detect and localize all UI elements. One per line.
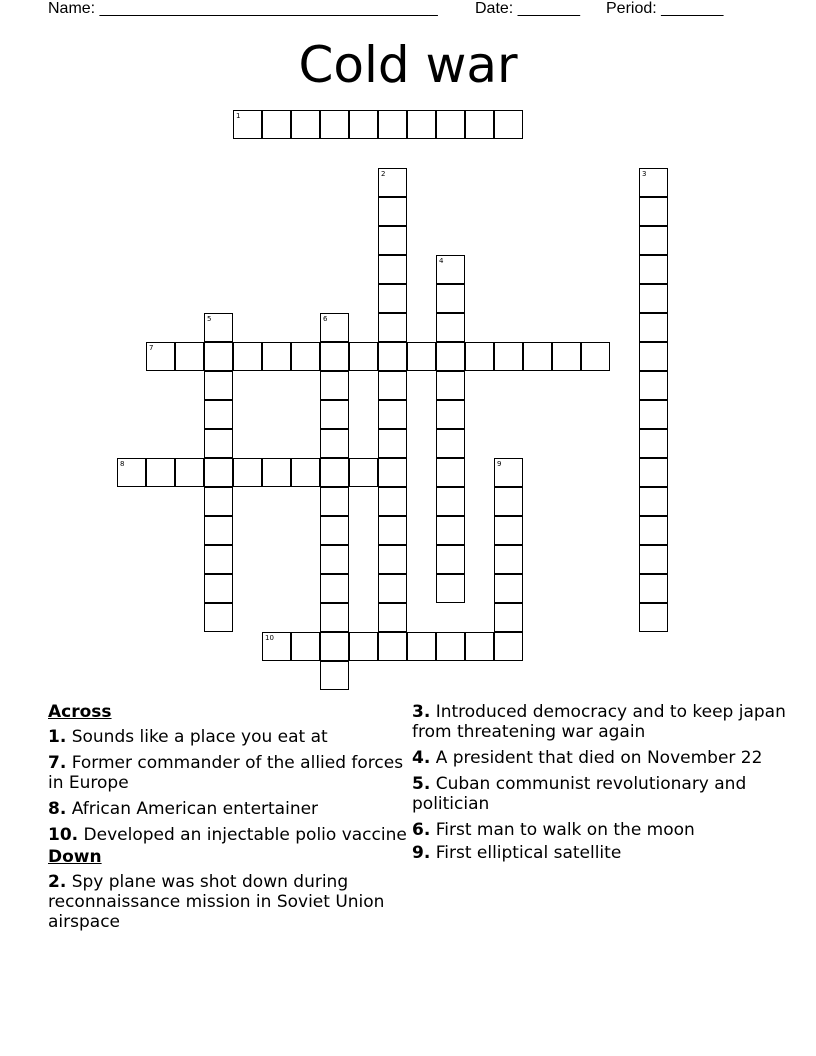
clue-number-label: 7	[149, 344, 154, 352]
grid-cell[interactable]	[262, 632, 291, 661]
grid-cell[interactable]	[378, 516, 407, 545]
grid-cell[interactable]	[320, 487, 349, 516]
clue-number: 10.	[48, 825, 79, 845]
clue-across-8	[48, 799, 408, 819]
clue-number: 9.	[412, 843, 431, 863]
grid-cell[interactable]	[465, 110, 494, 139]
grid-cell[interactable]	[639, 371, 668, 400]
period-field[interactable]: Period: _______	[606, 0, 724, 17]
grid-cell[interactable]	[639, 545, 668, 574]
clue-number: 5.	[412, 774, 431, 794]
grid-cell[interactable]	[639, 313, 668, 342]
grid-cell[interactable]	[320, 661, 349, 690]
grid-cell[interactable]	[349, 632, 378, 661]
grid-cell[interactable]	[581, 342, 610, 371]
grid-cell[interactable]	[494, 574, 523, 603]
grid-cell[interactable]	[204, 342, 233, 371]
grid-cell[interactable]	[204, 603, 233, 632]
grid-cell[interactable]	[378, 197, 407, 226]
grid-cell[interactable]	[639, 342, 668, 371]
grid-cell[interactable]	[320, 632, 349, 661]
grid-cell[interactable]	[465, 632, 494, 661]
grid-cell[interactable]	[291, 458, 320, 487]
clue-text: Developed an injectable polio vaccine	[83, 825, 407, 845]
grid-cell[interactable]	[378, 371, 407, 400]
grid-cell[interactable]	[639, 603, 668, 632]
clue-across-10	[48, 825, 408, 845]
grid-cell[interactable]	[378, 574, 407, 603]
grid-cell[interactable]	[465, 342, 494, 371]
grid-cell[interactable]	[204, 487, 233, 516]
grid-cell[interactable]	[233, 458, 262, 487]
clue-down-2	[48, 872, 408, 932]
clue-number-label: 6	[323, 315, 328, 323]
grid-cell[interactable]	[233, 110, 262, 139]
grid-cell[interactable]	[639, 574, 668, 603]
grid-cell[interactable]	[639, 400, 668, 429]
grid-cell[interactable]	[436, 255, 465, 284]
grid-cell[interactable]	[378, 458, 407, 487]
grid-cell[interactable]	[320, 516, 349, 545]
grid-cell[interactable]	[320, 342, 349, 371]
clue-down-5	[412, 774, 792, 814]
grid-cell[interactable]	[436, 516, 465, 545]
clue-down-4	[412, 748, 792, 768]
grid-cell[interactable]	[436, 487, 465, 516]
grid-cell[interactable]	[320, 400, 349, 429]
grid-cell[interactable]	[146, 342, 175, 371]
grid-cell[interactable]	[639, 284, 668, 313]
grid-cell[interactable]	[494, 458, 523, 487]
grid-cell[interactable]	[262, 458, 291, 487]
date-field[interactable]: Date: _______	[475, 0, 580, 17]
grid-cell[interactable]	[349, 110, 378, 139]
across-heading: Across	[48, 702, 112, 722]
grid-cell[interactable]	[494, 516, 523, 545]
grid-cell[interactable]	[378, 342, 407, 371]
grid-cell[interactable]	[378, 632, 407, 661]
down-heading: Down	[48, 847, 102, 867]
clue-text: African American entertainer	[71, 799, 319, 819]
grid-cell[interactable]	[175, 342, 204, 371]
grid-cell[interactable]	[378, 603, 407, 632]
grid-cell[interactable]	[204, 371, 233, 400]
grid-cell[interactable]	[552, 342, 581, 371]
clue-down-6	[412, 820, 792, 840]
clue-number-label: 10	[265, 634, 274, 642]
grid-cell[interactable]	[204, 400, 233, 429]
grid-cell[interactable]	[291, 342, 320, 371]
clue-number-label: 4	[439, 257, 444, 265]
grid-cell[interactable]	[494, 487, 523, 516]
grid-cell[interactable]	[204, 516, 233, 545]
grid-cell[interactable]	[639, 226, 668, 255]
clue-text: Former commander of the allied forces in Europe	[48, 753, 404, 793]
clue-text: Spy plane was shot down during reconnaissance mission in Soviet Union airspace	[48, 872, 385, 932]
clue-number-label: 1	[236, 112, 241, 120]
grid-cell[interactable]	[639, 255, 668, 284]
grid-cell[interactable]	[146, 458, 175, 487]
grid-cell[interactable]	[320, 574, 349, 603]
grid-cell[interactable]	[436, 574, 465, 603]
grid-cell[interactable]	[494, 342, 523, 371]
grid-cell[interactable]	[204, 574, 233, 603]
clue-number-label: 5	[207, 315, 212, 323]
grid-cell[interactable]	[436, 313, 465, 342]
clue-number: 3.	[412, 702, 431, 722]
clue-text: First man to walk on the moon	[435, 820, 695, 840]
grid-cell[interactable]	[204, 545, 233, 574]
grid-cell[interactable]	[436, 371, 465, 400]
grid-cell[interactable]	[349, 458, 378, 487]
grid-cell[interactable]	[639, 458, 668, 487]
grid-cell[interactable]	[436, 632, 465, 661]
grid-cell[interactable]	[175, 458, 204, 487]
grid-cell[interactable]	[291, 110, 320, 139]
grid-cell[interactable]	[262, 342, 291, 371]
grid-cell[interactable]	[378, 255, 407, 284]
clue-down-9	[412, 843, 792, 863]
grid-cell[interactable]	[436, 545, 465, 574]
grid-cell[interactable]	[639, 197, 668, 226]
grid-cell[interactable]	[494, 603, 523, 632]
grid-cell[interactable]	[262, 110, 291, 139]
grid-cell[interactable]	[436, 342, 465, 371]
clue-text: A president that died on November 22	[435, 748, 763, 768]
grid-cell[interactable]	[436, 400, 465, 429]
grid-cell[interactable]	[204, 313, 233, 342]
clue-down-3	[412, 702, 792, 742]
grid-cell[interactable]	[320, 545, 349, 574]
grid-cell[interactable]	[378, 226, 407, 255]
grid-cell[interactable]	[320, 313, 349, 342]
clue-number: 7.	[48, 753, 67, 773]
grid-cell[interactable]	[233, 342, 262, 371]
grid-cell[interactable]	[320, 110, 349, 139]
clues-column-left	[48, 702, 408, 938]
grid-cell[interactable]	[378, 429, 407, 458]
clue-number: 1.	[48, 727, 67, 747]
grid-cell[interactable]	[407, 342, 436, 371]
grid-cell[interactable]	[523, 342, 552, 371]
clue-text: Sounds like a place you eat at	[71, 727, 328, 747]
grid-cell[interactable]	[378, 545, 407, 574]
clue-number-label: 3	[642, 170, 647, 178]
grid-cell[interactable]	[407, 110, 436, 139]
clue-text: Cuban communist revolutionary and politician	[412, 774, 747, 814]
grid-cell[interactable]	[117, 458, 146, 487]
grid-cell[interactable]	[291, 632, 320, 661]
grid-cell[interactable]	[407, 632, 436, 661]
clue-text: Introduced democracy and to keep japan from threatening war again	[412, 702, 786, 742]
clue-number-label: 2	[381, 170, 386, 178]
grid-cell[interactable]	[436, 110, 465, 139]
grid-cell[interactable]	[320, 371, 349, 400]
grid-cell[interactable]	[320, 458, 349, 487]
clue-number-label: 9	[497, 460, 502, 468]
clue-across-1	[48, 727, 408, 747]
grid-cell[interactable]	[378, 400, 407, 429]
grid-cell[interactable]	[204, 458, 233, 487]
grid-cell[interactable]	[639, 516, 668, 545]
grid-cell[interactable]	[204, 429, 233, 458]
grid-cell[interactable]	[436, 284, 465, 313]
grid-cell[interactable]	[378, 487, 407, 516]
grid-cell[interactable]	[639, 487, 668, 516]
grid-cell[interactable]	[378, 284, 407, 313]
clue-number: 8.	[48, 799, 67, 819]
grid-cell[interactable]	[494, 110, 523, 139]
grid-cell[interactable]	[436, 429, 465, 458]
grid-cell[interactable]	[639, 168, 668, 197]
clues-column-right	[412, 702, 792, 869]
clue-number: 4.	[412, 748, 431, 768]
puzzle-title: Cold war	[298, 36, 518, 94]
grid-cell[interactable]	[320, 429, 349, 458]
grid-cell[interactable]	[639, 429, 668, 458]
clue-text: First elliptical satellite	[435, 843, 622, 863]
clue-number: 6.	[412, 820, 431, 840]
grid-cell[interactable]	[494, 632, 523, 661]
clue-across-7	[48, 753, 408, 793]
grid-cell[interactable]	[349, 342, 378, 371]
grid-cell[interactable]	[378, 110, 407, 139]
grid-cell[interactable]	[320, 603, 349, 632]
grid-cell[interactable]	[378, 313, 407, 342]
clue-number: 2.	[48, 872, 67, 892]
grid-cell[interactable]	[494, 545, 523, 574]
name-field[interactable]: Name: ______________________________________	[48, 0, 438, 17]
grid-cell[interactable]	[378, 168, 407, 197]
clue-number-label: 8	[120, 460, 125, 468]
grid-cell[interactable]	[436, 458, 465, 487]
